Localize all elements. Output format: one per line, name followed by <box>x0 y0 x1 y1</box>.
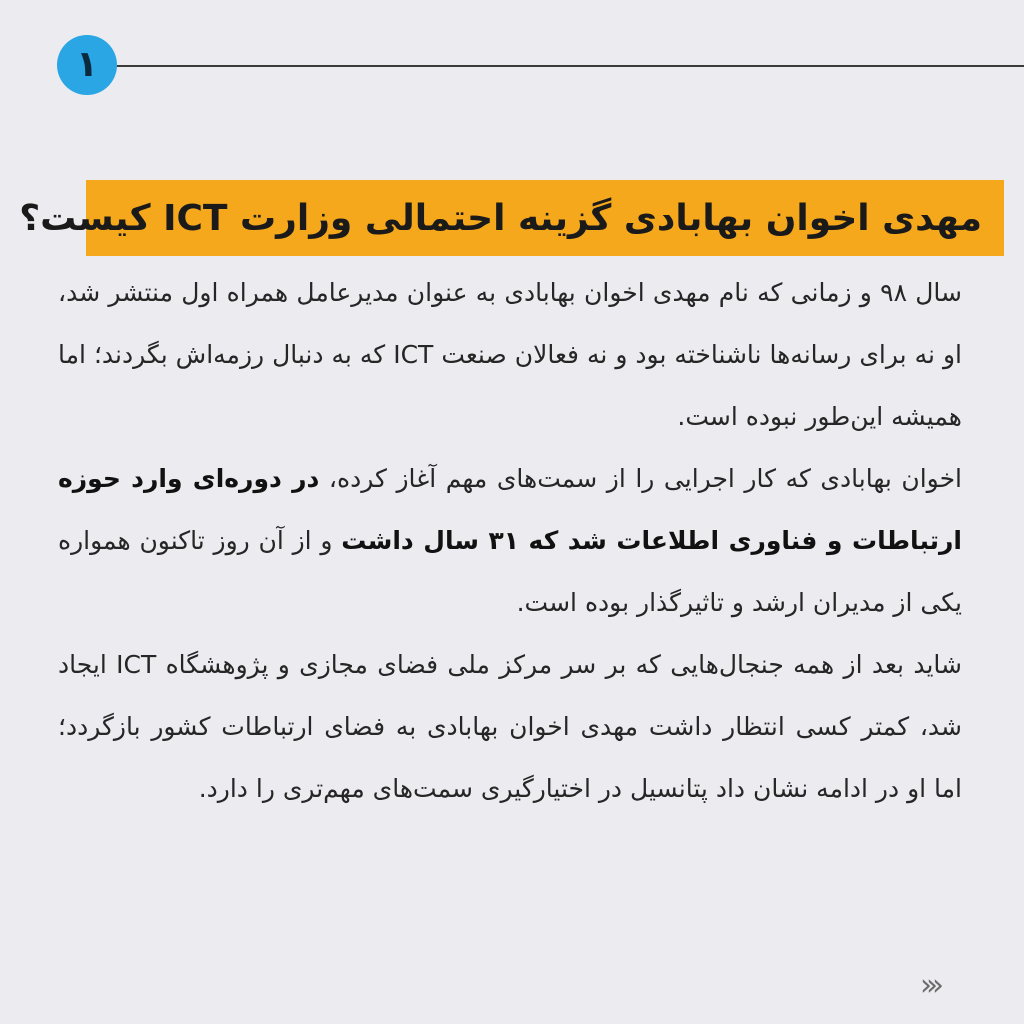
header-divider <box>117 65 1024 67</box>
chevrons-left-icon[interactable]: ››› <box>920 968 938 1003</box>
article-title: مهدی اخوان بهابادی گزینه احتمالی وزارت ICT کیست؟ <box>19 197 982 239</box>
paragraph-3: شاید بعد از همه جنجال‌هایی که بر سر مرکز ملی فضای مجازی و پژوهشگاه ICT ایجاد شد، کمتر کسی انتظار داشت مهدی اخوان بهابادی به فضای ارتباطات کشور بازگردد؛ اما او در ادامه نشان داد پتانسیل در اختیارگیری سمت‌های مهم‌تری را دارد. <box>58 650 962 803</box>
article-body <box>58 262 962 820</box>
paragraph-2-highlight: در دوره‌ای وارد حوزه ارتباطات و فناوری اطلاعات شد که ۳۱ سال داشت <box>58 464 963 555</box>
paragraph-2 <box>58 448 962 634</box>
title-banner <box>19 180 1004 256</box>
paragraph-2-start: اخوان بهابادی که کار اجرایی را از سمت‌های مهم آغاز کرده، <box>319 464 962 493</box>
paragraph-1: سال ۹۸ و زمانی که نام مهدی اخوان بهابادی به عنوان مدیرعامل همراه اول منتشر شد، او نه برای رسانه‌ها ناشناخته بود و نه فعالان صنعت ICT که به دنبال رزمه‌اش بگردند؛ اما همیشه این‌طور نبوده است. <box>58 278 962 431</box>
paragraph-2-end: و از آن روز تاکنون همواره یکی از مدیران ارشد و تاثیرگذار بوده است. <box>58 526 962 617</box>
section-number-badge: ۱ <box>57 35 117 95</box>
